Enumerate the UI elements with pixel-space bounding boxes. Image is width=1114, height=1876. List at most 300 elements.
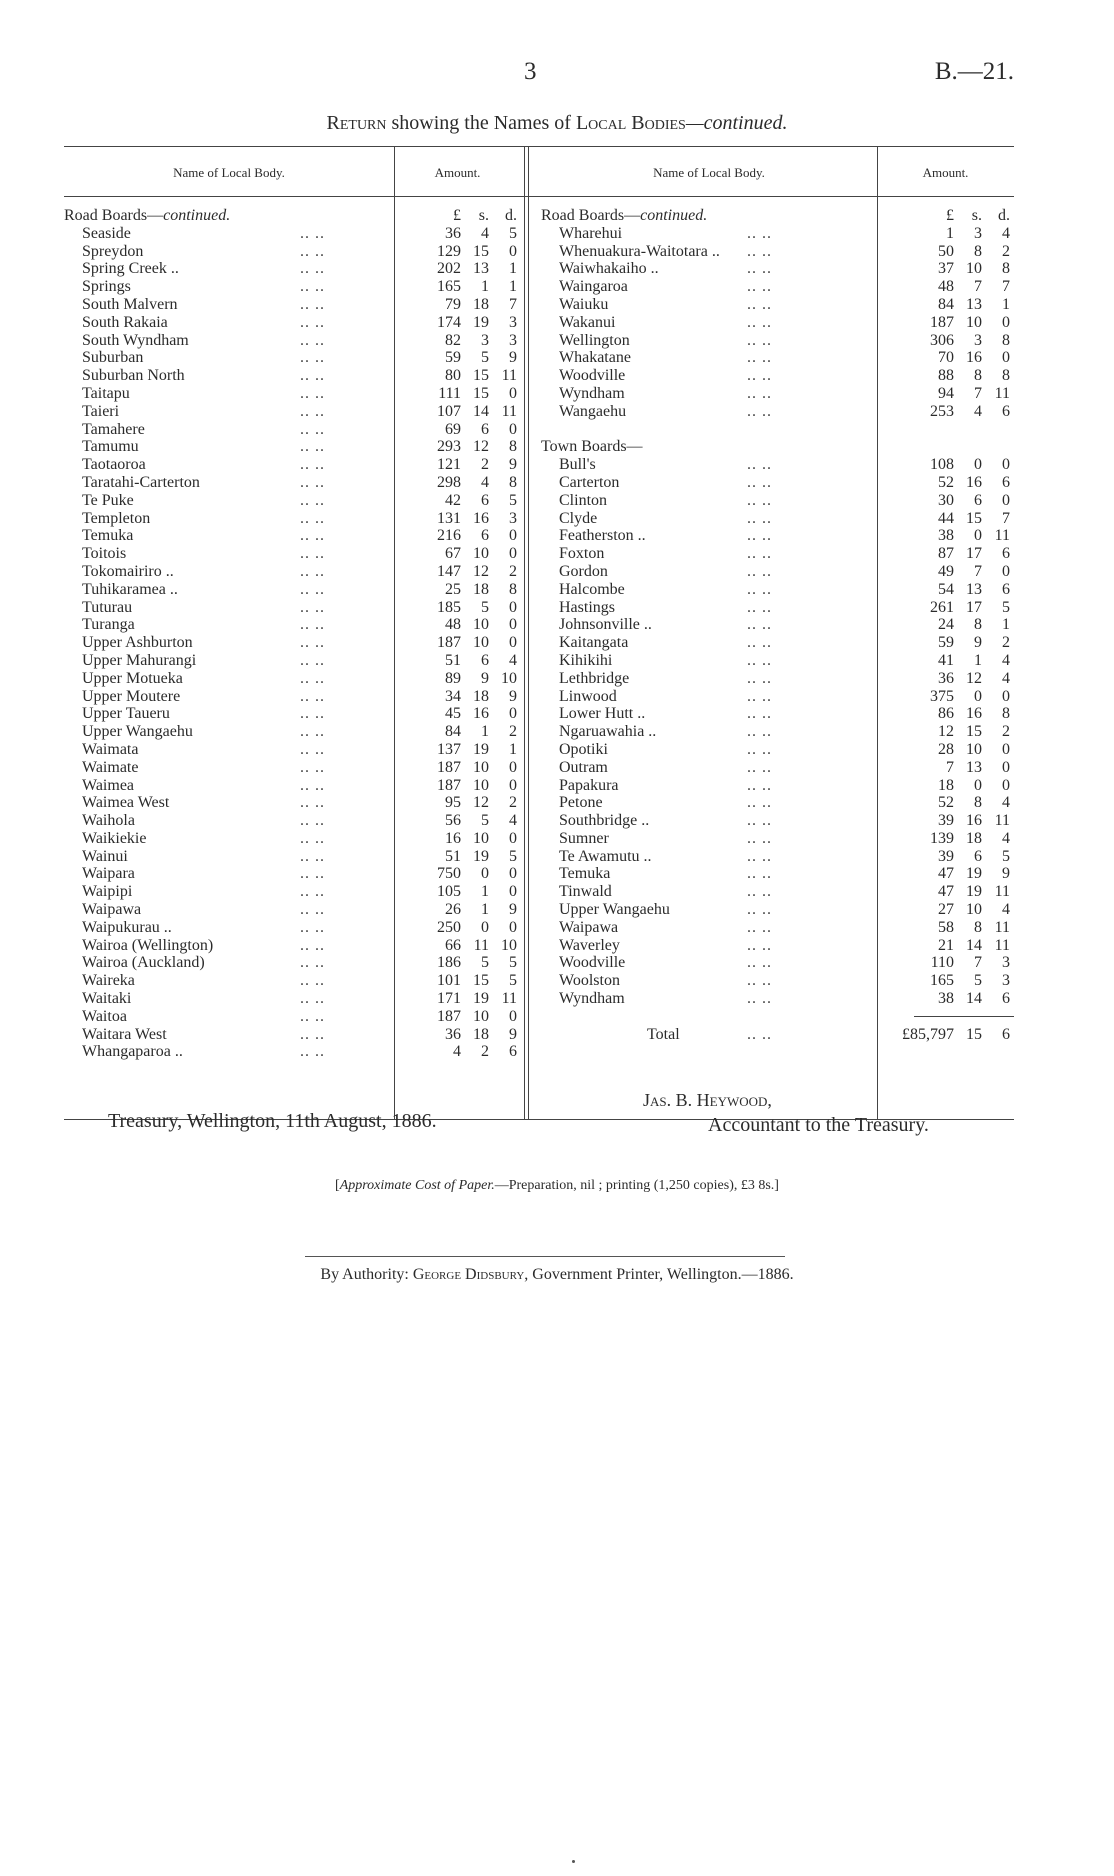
amount-pounds: 51 [445,651,461,669]
amount-pounds: 187 [930,313,954,331]
body-name: Wairoa (Wellington) [82,936,214,954]
amount-shillings: 8 [974,367,982,385]
amount-shillings: 8 [974,794,982,812]
amount [415,581,521,599]
leader-dots: .. .. [747,669,772,687]
amount-pounds: 80 [445,367,461,385]
amount [415,563,521,581]
header-amount-left: Amount. [434,165,481,180]
header-divider [528,147,529,197]
amount [415,741,521,759]
leader-dots: .. .. [300,687,325,705]
body-name: Wellington [559,331,630,349]
amount [415,332,521,350]
amount-pence: 8 [509,473,517,491]
table-row [541,937,1014,955]
amount-shillings: 19 [473,313,489,331]
amount-pence: 11 [994,883,1010,901]
amount-pence: 1 [509,740,517,758]
amount [415,990,521,1008]
table-row [541,865,1014,883]
table-row [541,278,1014,296]
body-name: Seaside [82,224,131,242]
body-name: Upper Wangaehu [82,723,193,741]
body-name: Taotaoroa [82,456,146,474]
title-middle: showing the Names of [386,112,576,134]
body-name: Southbridge .. [559,812,650,830]
body-name: Upper Wangaehu [559,901,670,919]
amount-pounds: 69 [445,420,461,438]
body-name: Whakatane [559,349,631,367]
amount-pounds: 12 [938,723,954,741]
amount-pounds: 84 [938,295,954,313]
table-row [64,812,521,830]
amount-pounds: 131 [437,509,461,527]
section-heading-town-boards [541,438,1014,456]
table-row [541,705,1014,723]
amount-shillings: 12 [473,794,489,812]
leader-dots: .. .. [747,847,772,865]
amount-pounds: 147 [437,562,461,580]
amount-shillings: 15 [966,509,982,527]
leader-dots: .. .. [300,242,325,260]
amount-shillings: 4 [481,473,489,491]
amount-shillings: 10 [473,634,489,652]
total-row [541,1026,1014,1044]
amount [908,527,1014,545]
body-name: Outram [559,758,608,776]
amount-pounds: 111 [438,384,461,402]
table-row [64,563,521,581]
column-divider [528,197,529,1119]
amount-shillings: 8 [974,242,982,260]
amount-shillings: 1 [974,651,982,669]
amount-shillings: 12 [966,669,982,687]
amount-pounds: 1 [946,224,954,242]
amount-shillings: 5 [974,972,982,990]
amount-pence: 5 [509,224,517,242]
amount-pence: 4 [1002,794,1010,812]
amount-pounds: 110 [930,954,954,972]
table-row [64,456,521,474]
amount [908,332,1014,350]
amount-pence: 0 [509,918,517,936]
amount-pounds: 70 [938,349,954,367]
amount-shillings: 10 [966,740,982,758]
amount [908,777,1014,795]
leader-dots: .. .. [300,562,325,580]
table-row [64,723,521,741]
amount-pounds: 39 [938,812,954,830]
amount-pounds: 107 [437,402,461,420]
body-name: Templeton [82,509,151,527]
table-row [541,972,1014,990]
leader-dots: .. .. [747,812,772,830]
amount [415,830,521,848]
amount [908,225,1014,243]
header-divider [877,147,878,197]
amount-shillings: 13 [473,260,489,278]
leader-dots: .. .. [300,295,325,313]
body-name: Temuka [82,527,134,545]
amount-pounds: 37 [938,260,954,278]
amount [415,865,521,883]
amount-shillings: 0 [481,918,489,936]
body-name: South Rakaia [82,313,168,331]
table-row [64,1008,521,1026]
body-name: Woodville [559,954,626,972]
body-name: Foxton [559,545,605,563]
document-code: B.—21. [934,58,1014,85]
amount [415,438,521,456]
amount-shillings: 15 [473,242,489,260]
page-number: 3 [524,58,537,85]
amount-pence: 0 [1002,687,1010,705]
table-row [541,634,1014,652]
amount-shillings: 3 [481,331,489,349]
amount [415,510,521,528]
amount [415,848,521,866]
amount [415,954,521,972]
table-row [64,705,521,723]
amount [908,990,1014,1008]
table-row [64,688,521,706]
leader-dots: .. .. [747,545,772,563]
amount-shillings: 6 [481,651,489,669]
amount-pence: 8 [509,580,517,598]
table-body [64,197,1014,1119]
amount-pence: 2 [509,794,517,812]
amount-pence: 0 [1002,313,1010,331]
amount-shillings: 7 [974,278,982,296]
leader-dots: .. .. [300,580,325,598]
amount-pounds: 56 [445,812,461,830]
table-row [64,474,521,492]
body-name: Waiuku [559,295,609,313]
amount-shillings: 18 [473,295,489,313]
amount-shillings: 10 [473,1007,489,1025]
amount-pounds: 54 [938,580,954,598]
table-row [64,830,521,848]
leader-dots: .. .. [747,651,772,669]
table-row [64,510,521,528]
amount-shillings: 10 [473,776,489,794]
table-row [64,954,521,972]
amount-pence: 1 [509,278,517,296]
amount-pounds: 165 [930,972,954,990]
table-row [541,403,1014,421]
leader-dots: .. .. [747,598,772,616]
body-name: Carterton [559,473,620,491]
amount [415,599,521,617]
amount-pounds: 38 [938,527,954,545]
amount [415,937,521,955]
amount-pence: 0 [509,705,517,723]
amount-pence: 4 [509,651,517,669]
amount-pence: 10 [501,669,517,687]
currency-header: £ s. d. [453,207,517,224]
amount-shillings: 5 [481,954,489,972]
body-name: Waipipi [82,883,133,901]
table-row [541,794,1014,812]
leader-dots: .. .. [300,224,325,242]
table-row [64,937,521,955]
amount-pounds: 82 [445,331,461,349]
amount [908,296,1014,314]
amount-pounds: 50 [938,242,954,260]
amount-pence: 5 [509,954,517,972]
amount-shillings: 14 [966,936,982,954]
section-heading-road-boards: Road Boards—continued. £ s. d. [541,207,1014,225]
leader-dots: .. .. [747,402,772,420]
amount [908,741,1014,759]
body-name: Toitois [82,545,127,563]
amount [415,670,521,688]
amount-pounds: 216 [437,527,461,545]
table-row [541,723,1014,741]
body-name: Sumner [559,829,609,847]
leader-dots: .. .. [747,687,772,705]
leader-dots: .. .. [747,901,772,919]
body-name: Waihola [82,812,135,830]
cost-note: [Approximate Cost of Paper.—Preparation, nil ; printing (1,250 copies), £3 8s.] [335,1178,779,1193]
amount-pounds: 137 [437,740,461,758]
table-row [541,652,1014,670]
table-row [541,545,1014,563]
amount [908,794,1014,812]
treasury-date: Treasury, Wellington, 11th August, 1886. [108,1110,437,1132]
table-row [64,865,521,883]
body-name: Waimata [82,740,139,758]
leader-dots: .. .. [747,509,772,527]
amount-pence: 0 [509,616,517,634]
amount-pounds: 26 [445,901,461,919]
table-row [541,670,1014,688]
amount [908,848,1014,866]
amount [415,812,521,830]
amount [415,260,521,278]
table-row [541,759,1014,777]
leader-dots: .. .. [747,384,772,402]
amount-pence: 2 [509,723,517,741]
amount [908,260,1014,278]
body-name: Spreydon [82,242,144,260]
amount-shillings: 15 [473,384,489,402]
amount-shillings: 15 [966,723,982,741]
amount [415,1026,521,1044]
amount-pence: 2 [1002,723,1010,741]
amount-shillings: 2 [481,1043,489,1061]
amount-pence: 8 [1002,705,1010,723]
amount-pence: 2 [1002,242,1010,260]
amount [908,456,1014,474]
body-name: Turanga [82,616,135,634]
leader-dots: .. .. [747,331,772,349]
amount [908,278,1014,296]
amount [415,1008,521,1026]
table-row [64,741,521,759]
header-amount-right: Amount. [922,165,969,180]
amount [415,1043,521,1061]
amount-pounds: 47 [938,883,954,901]
local-bodies-table [64,146,1014,1120]
amount-pounds: 165 [437,278,461,296]
body-name: Whenuakura-Waitotara .. [559,242,720,260]
leader-dots: .. .. [300,491,325,509]
table-row [64,225,521,243]
amount-pence: 3 [1002,954,1010,972]
body-name: Waipukurau .. [82,918,172,936]
table-row [64,314,521,332]
header-name-left: Name of Local Body. [173,165,285,180]
amount-pence: 6 [1002,402,1010,420]
amount-pence: 3 [509,313,517,331]
leader-dots: .. .. [300,509,325,527]
amount-pounds: 306 [930,331,954,349]
leader-dots: .. .. [747,491,772,509]
amount [415,403,521,421]
leader-dots: .. .. [747,562,772,580]
amount-shillings: 7 [974,384,982,402]
amount-pounds: 48 [938,278,954,296]
body-name: Whangaparoa .. [82,1043,183,1061]
amount [415,901,521,919]
amount-pounds: 105 [437,883,461,901]
amount-pence: 5 [509,847,517,865]
table-row [64,492,521,510]
amount [415,492,521,510]
amount-pounds: 261 [930,598,954,616]
amount [908,385,1014,403]
amount-pence: 7 [509,295,517,313]
leader-dots: .. .. [300,1025,325,1043]
amount-pence: 8 [1002,260,1010,278]
header-divider [524,147,525,197]
amount-shillings: 10 [966,260,982,278]
body-name: Wairoa (Auckland) [82,954,205,972]
amount [908,759,1014,777]
amount-pence: 0 [509,634,517,652]
leader-dots: .. .. [747,1025,772,1043]
amount-pence: 9 [509,687,517,705]
amount [908,883,1014,901]
amount-shillings: 18 [473,1025,489,1043]
amount-pounds: 86 [938,705,954,723]
body-name: Waimea [82,776,135,794]
body-name: Featherston .. [559,527,646,545]
total-rule-row [541,1008,1014,1026]
leader-dots: .. .. [300,456,325,474]
leader-dots: .. .. [300,972,325,990]
table-row [541,901,1014,919]
amount-pence: 11 [994,384,1010,402]
title-local-bodies: Local Bodies [575,112,686,134]
amount-shillings: 12 [473,438,489,456]
table-row [541,883,1014,901]
amount-pounds: 293 [437,438,461,456]
amount-pounds: 139 [930,829,954,847]
amount-pounds: 24 [938,616,954,634]
amount-shillings: 19 [966,883,982,901]
table-row [541,599,1014,617]
table-row [541,990,1014,1008]
table-row [64,652,521,670]
amount-pounds: 45 [445,705,461,723]
leader-dots: .. .. [747,740,772,758]
amount-shillings: 19 [473,990,489,1008]
amount-pounds: 59 [445,349,461,367]
amount-pounds: 250 [437,918,461,936]
table-row [64,581,521,599]
body-name: Tuhikaramea .. [82,580,178,598]
leader-dots: .. .. [747,260,772,278]
amount [908,634,1014,652]
amount-pounds: 51 [445,847,461,865]
table-row [64,260,521,278]
amount-shillings: 10 [473,829,489,847]
leader-dots: .. .. [747,794,772,812]
amount-shillings: 16 [966,812,982,830]
body-name: Upper Moutere [82,687,181,705]
body-name: Waitaki [82,990,132,1008]
body-name: Suburban [82,349,144,367]
body-name: Opotiki [559,740,608,758]
amount-pounds: 79 [445,295,461,313]
amount-pence: 2 [1002,634,1010,652]
amount [415,225,521,243]
leader-dots: .. .. [300,865,325,883]
leader-dots: .. .. [300,313,325,331]
left-column [64,207,521,1061]
amount-shillings: 17 [966,598,982,616]
table-row [64,848,521,866]
amount-pence: 0 [509,776,517,794]
body-name: Taratahi-Carterton [82,473,200,491]
amount-pounds: 59 [938,634,954,652]
amount-shillings: 6 [974,847,982,865]
body-name: Upper Mahurangi [82,651,197,669]
amount-pounds: 174 [437,313,461,331]
leader-dots: .. .. [747,527,772,545]
leader-dots: .. .. [300,331,325,349]
body-name: Upper Ashburton [82,634,193,652]
leader-dots: .. .. [747,883,772,901]
leader-dots: .. .. [300,723,325,741]
amount-pence: 1 [1002,295,1010,313]
table-row [541,510,1014,528]
body-name: Wangaehu [559,402,627,420]
table-row [541,812,1014,830]
body-name: Waikiekie [82,829,147,847]
body-name: Tamahere [82,420,145,438]
amount [908,599,1014,617]
body-name: Te Puke [82,491,134,509]
leader-dots: .. .. [747,705,772,723]
body-name: Upper Motueka [82,669,183,687]
amount-shillings: 17 [966,545,982,563]
body-name: Waipawa [82,901,142,919]
body-name: Tinwald [559,883,612,901]
amount-pounds: 94 [938,384,954,402]
body-name: Clyde [559,509,598,527]
amount [908,954,1014,972]
leader-dots: .. .. [300,402,325,420]
amount-pence: 0 [509,758,517,776]
amount-shillings: 13 [966,295,982,313]
body-name: Te Awamutu .. [559,847,652,865]
amount-pence: 5 [1002,598,1010,616]
body-name: Suburban North [82,367,185,385]
